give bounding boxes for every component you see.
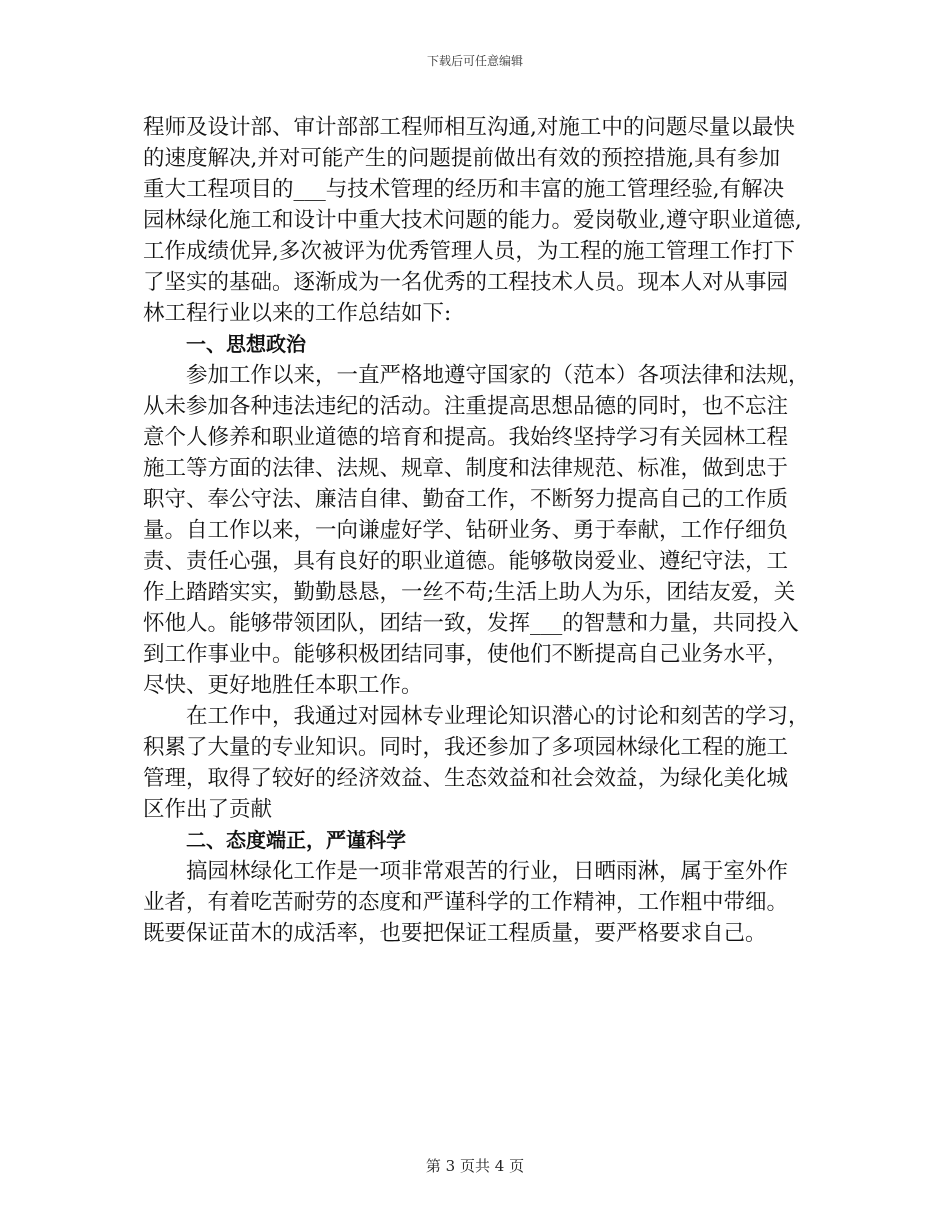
body-line: 参加工作以来，一直严格地遵守国家的（范本）各项法律和法规， xyxy=(186,363,810,388)
body-line: 意个人修养和职业道德的培育和提高。我始终坚持学习有关园林工程 xyxy=(143,425,789,450)
body-line: 积累了大量的专业知识。同时，我还参加了多项园林绿化工程的施工 xyxy=(143,735,789,760)
body-line: 园林绿化施工和设计中重大技术问题的能力。爱岗敬业,遵守职业道德, xyxy=(143,208,802,233)
page-number: 第 3 页共 4 页 xyxy=(425,1157,525,1175)
document-body xyxy=(143,112,813,949)
header-note: 下载后可任意编辑 xyxy=(426,54,523,68)
body-line: 业者，有着吃苦耐劳的态度和严谨科学的工作精神，工作粗中带细。 xyxy=(143,890,789,915)
body-line: 在工作中，我通过对园林专业理论知识潜心的讨论和刻苦的学习， xyxy=(186,704,810,729)
body-line: 从未参加各种违法违纪的活动。注重提高思想品德的同时，也不忘注 xyxy=(143,394,789,419)
body-line: 怀他人。能够带领团队，团结一致，发挥___的智慧和力量，共同投入 xyxy=(143,611,799,636)
body-line: 重大工程项目的___与技术管理的经历和丰富的施工管理经验,有解决 xyxy=(143,177,785,202)
body-line: 施工等方面的法律、法规、规章、制度和法律规范、标准，做到忠于 xyxy=(143,456,789,481)
section-heading-1: 一、思想政治 xyxy=(186,332,306,356)
body-line: 责、责任心强，具有良好的职业道德。能够敬岗爱业、遵纪守法，工 xyxy=(143,549,789,574)
body-line: 了坚实的基础。逐渐成为一名优秀的工程技术人员。现本人对从事园 xyxy=(143,270,789,295)
body-line: 林工程行业以来的工作总结如下: xyxy=(143,301,452,326)
body-line: 工作成绩优异,多次被评为优秀管理人员，为工程的施工管理工作打下 xyxy=(143,239,795,264)
body-line: 既要保证苗木的成活率，也要把保证工程质量，要严格要求自己。 xyxy=(143,921,767,946)
body-line: 量。自工作以来，一向谦虚好学、钻研业务、勇于奉献，工作仔细负 xyxy=(143,518,789,543)
body-line: 尽快、更好地胜任本职工作。 xyxy=(143,673,423,698)
body-line: 作上踏踏实实，勤勤恳恳，一丝不苟;生活上助人为乐，团结友爱，关 xyxy=(143,580,796,605)
body-line: 搞园林绿化工作是一项非常艰苦的行业，日晒雨淋，属于室外作 xyxy=(186,859,789,884)
body-line: 管理，取得了较好的经济效益、生态效益和社会效益，为绿化美化城 xyxy=(143,766,789,791)
body-line: 程师及设计部、审计部部工程师相互沟通,对施工中的问题尽量以最快 xyxy=(143,115,795,140)
body-line: 到工作事业中。能够积极团结同事，使他们不断提高自己业务水平， xyxy=(143,642,789,667)
body-line: 区作出了贡献 xyxy=(143,797,273,822)
body-line: 职守、奉公守法、廉洁自律、勤奋工作，不断努力提高自己的工作质 xyxy=(143,487,789,512)
section-heading-2: 二、态度端正，严谨科学 xyxy=(186,828,406,852)
body-line: 的速度解决,并对可能产生的问题提前做出有效的预控措施,具有参加 xyxy=(143,146,781,171)
